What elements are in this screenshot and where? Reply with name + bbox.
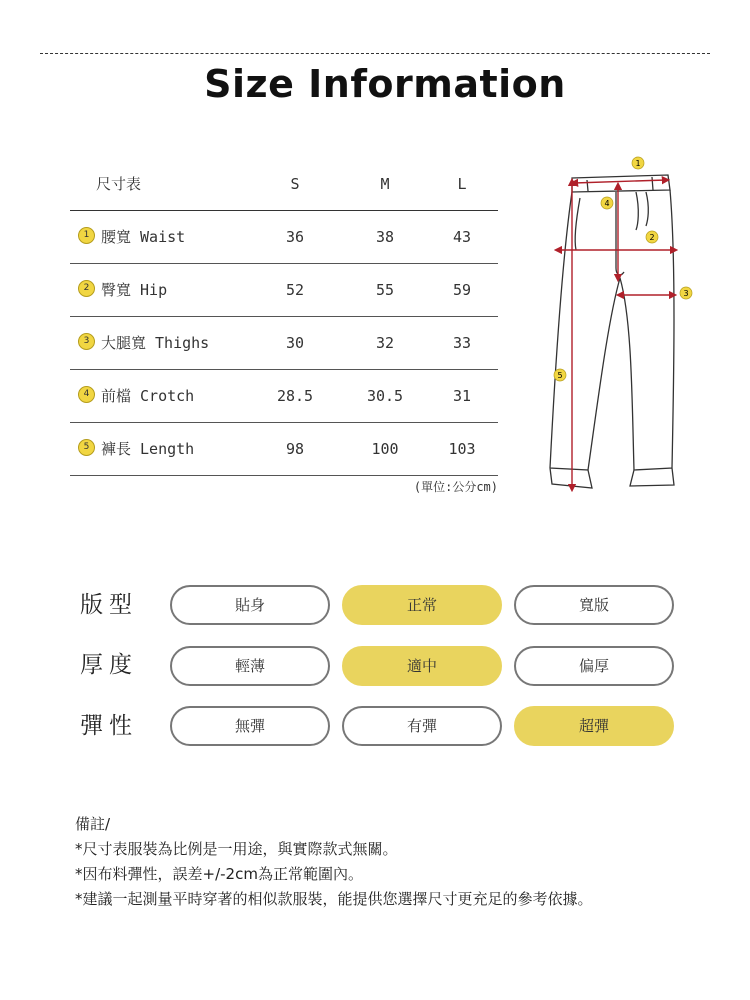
thickness-option-thick: 偏厚 bbox=[514, 646, 674, 686]
cell-s: 28.5 bbox=[276, 387, 314, 405]
stretch-option-some: 有彈 bbox=[342, 706, 502, 746]
unit-note: (單位:公分cm) bbox=[413, 480, 498, 494]
fit-option-regular: 正常 bbox=[342, 585, 502, 625]
row-label-text: 臀寬 Hip bbox=[101, 281, 168, 299]
row-label bbox=[78, 317, 209, 369]
thickness-option-thin: 輕薄 bbox=[170, 646, 330, 686]
cell-s: 30 bbox=[285, 334, 305, 352]
cell-l: 31 bbox=[452, 387, 472, 405]
notes-section bbox=[75, 812, 715, 912]
cell-l: 59 bbox=[452, 281, 472, 299]
table-row bbox=[70, 264, 498, 317]
pants-diagram bbox=[540, 150, 710, 500]
fit-label: 版型 bbox=[80, 592, 138, 618]
cell-s: 36 bbox=[285, 228, 305, 246]
svg-text:3: 3 bbox=[683, 289, 689, 298]
marker-4 bbox=[601, 197, 613, 209]
cell-m: 55 bbox=[375, 281, 395, 299]
thickness-label: 厚度 bbox=[80, 652, 138, 678]
marker-badge: 5 bbox=[78, 439, 95, 456]
marker-badge: 4 bbox=[78, 386, 95, 403]
marker-badge: 2 bbox=[78, 280, 95, 297]
cell-l: 43 bbox=[452, 228, 472, 246]
size-table-header bbox=[70, 158, 498, 211]
table-row bbox=[70, 317, 498, 370]
thickness-option-medium: 適中 bbox=[342, 646, 502, 686]
col-header-m: M bbox=[380, 175, 390, 193]
row-label-text: 大腿寬 Thighs bbox=[101, 334, 210, 352]
row-label bbox=[78, 211, 185, 263]
svg-text:1: 1 bbox=[635, 159, 641, 168]
notes-heading: 備註/ bbox=[75, 815, 111, 833]
top-dashed-divider bbox=[40, 53, 710, 54]
cell-s: 98 bbox=[285, 440, 305, 458]
stretch-option-none: 無彈 bbox=[170, 706, 330, 746]
svg-text:4: 4 bbox=[604, 199, 610, 208]
cell-m: 30.5 bbox=[366, 387, 404, 405]
stretch-option-high: 超彈 bbox=[514, 706, 674, 746]
note-line: *尺寸表服裝為比例是一用途，與實際款式無關。 bbox=[75, 840, 398, 858]
marker-1 bbox=[632, 157, 644, 169]
cell-l: 103 bbox=[448, 440, 476, 458]
table-row bbox=[70, 370, 498, 423]
cell-l: 33 bbox=[452, 334, 472, 352]
note-line: *因布料彈性，誤差+/-2cm為正常範圍內。 bbox=[75, 865, 363, 883]
stretch-label: 彈性 bbox=[80, 713, 138, 739]
row-label-text: 褲長 Length bbox=[101, 440, 195, 458]
cell-m: 38 bbox=[375, 228, 395, 246]
size-table-title: 尺寸表 bbox=[96, 175, 142, 193]
row-label-text: 腰寬 Waist bbox=[101, 228, 186, 246]
col-header-s: S bbox=[290, 175, 300, 193]
row-label bbox=[78, 264, 167, 316]
svg-text:2: 2 bbox=[649, 233, 655, 242]
col-header-l: L bbox=[457, 175, 467, 193]
svg-text:5: 5 bbox=[557, 371, 563, 380]
cell-m: 100 bbox=[371, 440, 399, 458]
table-row bbox=[70, 211, 498, 264]
table-row bbox=[70, 423, 498, 476]
cell-m: 32 bbox=[375, 334, 395, 352]
row-label-text: 前檔 Crotch bbox=[101, 387, 195, 405]
pants-outline bbox=[550, 175, 674, 488]
row-label bbox=[78, 370, 194, 422]
marker-badge: 1 bbox=[78, 227, 95, 244]
cell-s: 52 bbox=[285, 281, 305, 299]
marker-2 bbox=[646, 231, 658, 243]
fit-option-loose: 寬版 bbox=[514, 585, 674, 625]
marker-3 bbox=[680, 287, 692, 299]
size-table bbox=[70, 158, 498, 476]
row-label bbox=[78, 423, 194, 475]
marker-5 bbox=[554, 369, 566, 381]
page-title: Size Information bbox=[204, 62, 566, 106]
note-line: *建議一起測量平時穿著的相似款服裝，能提供您選擇尺寸更充足的參考依據。 bbox=[75, 890, 593, 908]
fit-option-slim: 貼身 bbox=[170, 585, 330, 625]
marker-badge: 3 bbox=[78, 333, 95, 350]
